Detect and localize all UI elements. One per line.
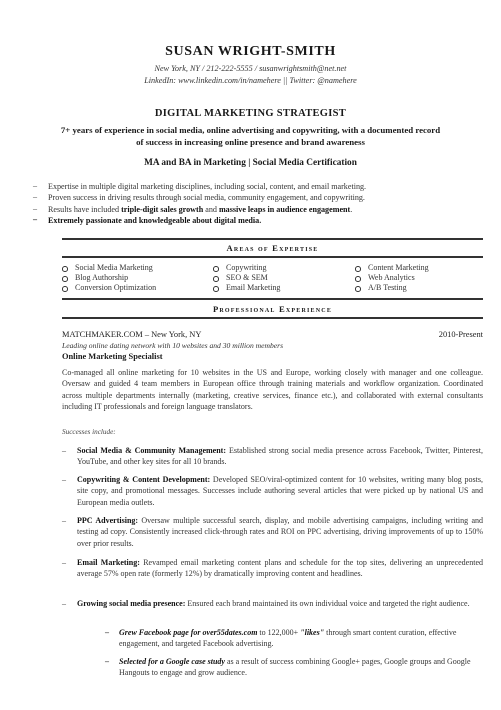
professional-title: DIGITAL MARKETING STRATEGIST bbox=[154, 108, 347, 119]
sub-achievement-highlight: Grew Facebook page for over55dates.com bbox=[119, 628, 258, 637]
achievement-item bbox=[62, 515, 483, 549]
expertise-column bbox=[62, 263, 156, 293]
employer-description: Leading online dating network with 10 websites and 30 million members bbox=[62, 341, 284, 350]
achievement-item bbox=[62, 598, 483, 609]
expertise-item: Email Marketing bbox=[213, 283, 280, 293]
summary-text: and bbox=[203, 204, 219, 214]
expertise-heading: Areas of Expertise bbox=[226, 243, 319, 253]
achievement-item bbox=[62, 445, 483, 468]
expertise-item: Web Analytics bbox=[355, 273, 429, 283]
candidate-name: SUSAN WRIGHT-SMITH bbox=[165, 44, 336, 59]
section-divider bbox=[62, 317, 483, 319]
achievement-text: Revamped email marketing content plans and schedule for the top sites, delivering an unprecedented average 57% open rate (formerly 12%) by dramatically improving content and headlines. bbox=[77, 558, 483, 579]
expertise-item: Social Media Marketing bbox=[62, 263, 156, 273]
achievement-title: PPC Advertising: bbox=[77, 516, 139, 525]
expertise-item: A/B Testing bbox=[355, 283, 429, 293]
expertise-item: Content Marketing bbox=[355, 263, 429, 273]
sub-achievement-highlight: Selected for a Google case study bbox=[119, 657, 225, 666]
summary-list bbox=[33, 181, 483, 227]
employment-dates: 2010-Present bbox=[438, 330, 483, 339]
achievement-item bbox=[62, 557, 483, 580]
summary-text: Results have included bbox=[48, 204, 122, 214]
expertise-item: SEO & SEM bbox=[213, 273, 280, 283]
credentials-line: MA and BA in Marketing | Social Media Certification bbox=[144, 158, 357, 168]
section-divider bbox=[62, 238, 483, 240]
achievement-text: Established strong social media presence across Facebook, Twitter, Pinterest, YouTube, and other key sites for all 10 brands. bbox=[77, 446, 483, 467]
achievement-text: Ensured each brand maintained its own individual voice and targeted the right audience. bbox=[185, 599, 470, 608]
achievement-title: Growing social media presence: bbox=[77, 599, 186, 608]
achievement-title: Social Media & Community Management: bbox=[77, 446, 227, 455]
expertise-item: Copywriting bbox=[213, 263, 280, 273]
expertise-item: Blog Authorship bbox=[62, 273, 156, 283]
achievement-title: Copywriting & Content Development: bbox=[77, 475, 211, 484]
achievement-title: Email Marketing: bbox=[77, 558, 140, 567]
sub-achievement-item bbox=[105, 656, 483, 679]
achievement-item bbox=[62, 474, 483, 508]
summary-highlight: triple-digit sales growth bbox=[121, 204, 204, 214]
summary-highlight: massive leaps in audience engagement bbox=[218, 204, 351, 214]
achievement-text: Developed SEO/viral-optimized content for 10 websites, writing many blog posts, site copy, and promotional messages. Successes include authoring several articles that were picked up by national US and European media outlets. bbox=[77, 475, 484, 507]
expertise-column bbox=[355, 263, 429, 293]
achievement-text: Oversaw multiple successful search, display, and mobile advertising campaigns, including writing and testing ad copy. Consistently increased click-through rates and ROI on PPC advertising, driving improvements of up to 150% over prior results. bbox=[77, 516, 483, 548]
summary-item bbox=[33, 181, 483, 192]
sub-achievement-text: as a result of success combining Google+ pages, Google groups and Google Hangouts to engage and grow audience. bbox=[119, 657, 471, 678]
contact-social-links: LinkedIn: www.linkedin.com/in/namehere || Twitter: @namehere bbox=[144, 76, 357, 85]
summary-text: Proven success in driving results through social media, community engagement, and copywriting. bbox=[48, 193, 365, 203]
experience-heading: Professional Experience bbox=[212, 304, 333, 314]
expertise-item: Conversion Optimization bbox=[62, 283, 156, 293]
sub-achievement-highlight: "likes" bbox=[300, 628, 325, 637]
summary-text: . bbox=[350, 204, 353, 214]
expertise-column bbox=[213, 263, 280, 293]
summary-item bbox=[33, 215, 483, 226]
job-title: Online Marketing Specialist bbox=[62, 352, 163, 361]
sub-achievement-text: to 122,000+ bbox=[257, 628, 301, 637]
summary-text: Expertise in multiple digital marketing disciplines, including social, content, and email marketing. bbox=[48, 182, 367, 191]
profile-headline: 7+ years of experience in social media, online advertising and copywriting, with a documented record of success in increasing online presence and brand awareness bbox=[60, 125, 441, 148]
section-divider bbox=[62, 298, 483, 300]
successes-label: Successes include: bbox=[62, 428, 116, 436]
employer-name: MATCHMAKER.COM – New York, NY bbox=[62, 330, 202, 339]
summary-text: Extremely passionate and knowledgeable about digital media. bbox=[48, 216, 262, 226]
job-description: Co-managed all online marketing for 10 websites in the US and Europe, working closely with manager and one colleague. Oversaw and guided 4 team members in European office through training materials and workflow organization. Coordinated across multiple departments internally (marketing, creative services, finance etc.), and collaborated with external consultants including IT professionals and foreign language translators. bbox=[62, 368, 483, 412]
sub-achievement-item bbox=[105, 627, 483, 650]
sub-achievement-text: through smart content curation, effective engagement, and targeted Facebook advertising. bbox=[119, 628, 457, 649]
summary-item bbox=[33, 204, 483, 215]
summary-item bbox=[33, 192, 483, 203]
contact-location-phone-email: New York, NY / 212-222-5555 / susanwrightsmith@net.net bbox=[154, 64, 347, 73]
section-divider bbox=[62, 256, 483, 258]
